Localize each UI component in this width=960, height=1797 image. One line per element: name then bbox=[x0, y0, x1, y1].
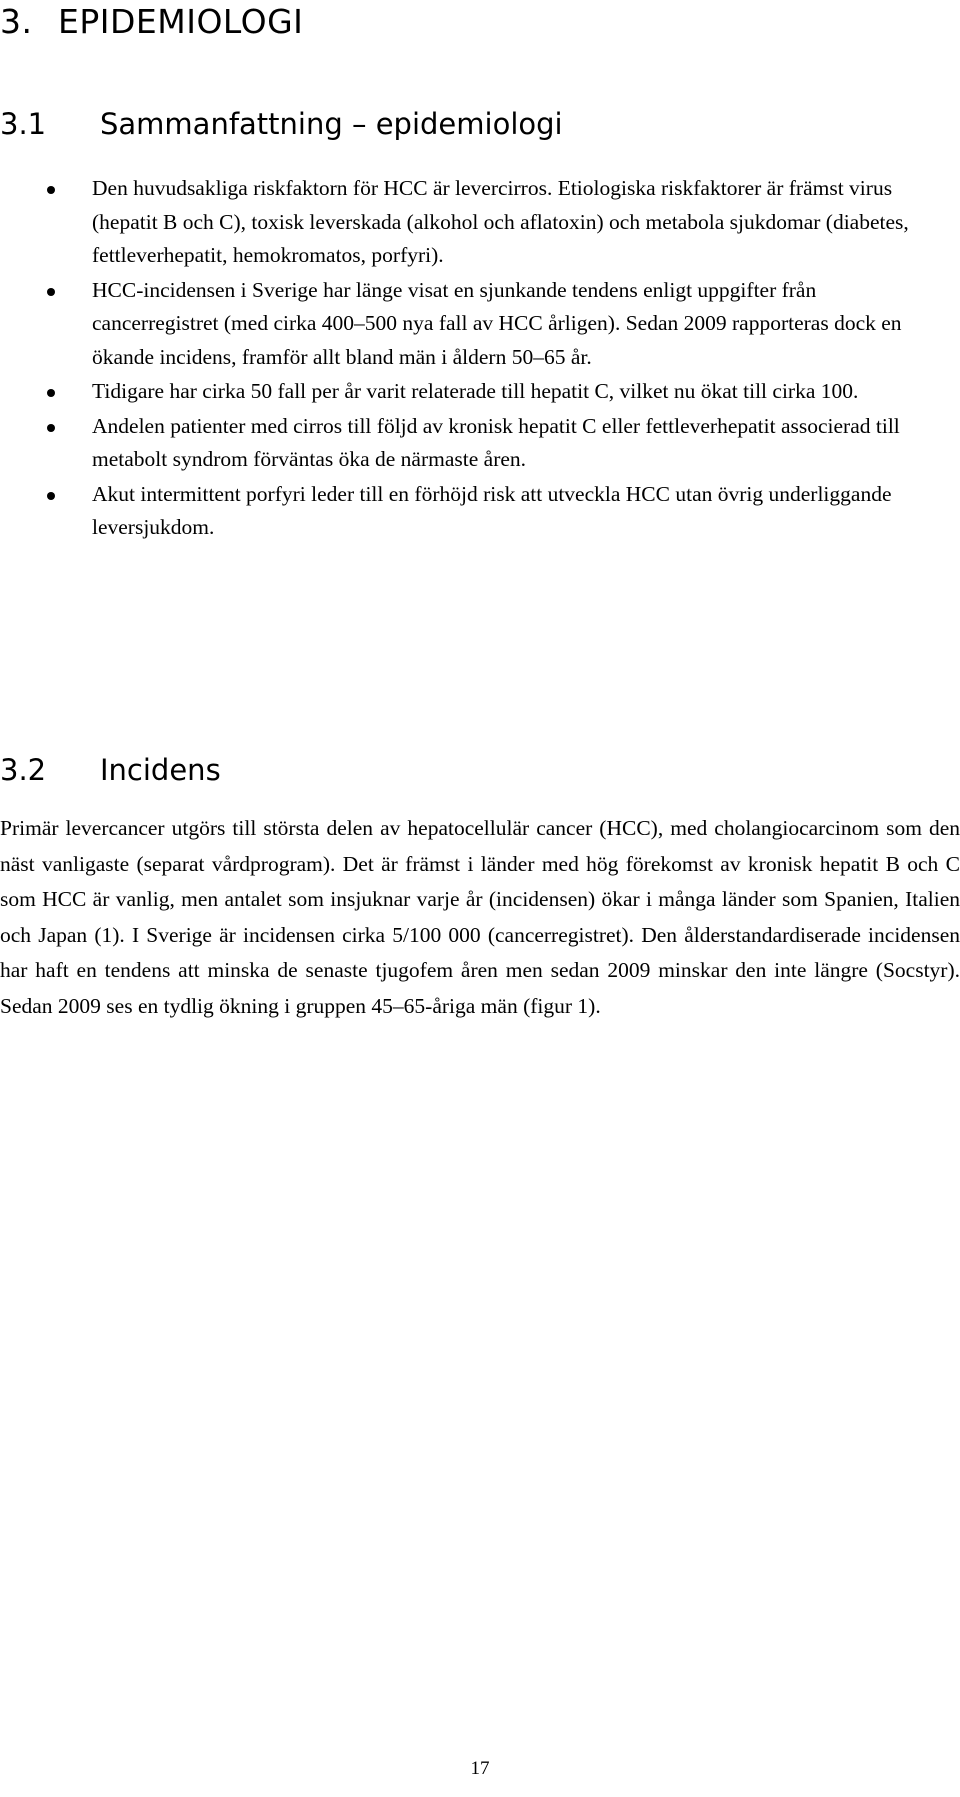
chapter-title: EPIDEMIOLOGI bbox=[58, 2, 304, 41]
section-title-summary: Sammanfattning – epidemiologi bbox=[100, 107, 563, 141]
summary-bullet-5 bbox=[0, 478, 942, 545]
chapter-heading bbox=[0, 2, 303, 42]
bullet-dot-icon bbox=[47, 288, 55, 296]
section-number-summary: 3.1 bbox=[0, 107, 47, 141]
summary-bullet-2 bbox=[0, 274, 942, 375]
bullet-dot-icon bbox=[47, 424, 55, 432]
section-number-incidence: 3.2 bbox=[0, 753, 47, 787]
chapter-number: 3. bbox=[0, 2, 33, 41]
summary-bullet-text: HCC-incidensen i Sverige har länge visat en sjunkande tendens enligt uppgifter från cancerregistret (med cirka 400–500 nya fall av HCC årligen). Sedan 2009 rapporteras dock en ökande incidens, framför allt bland män i åldern 50–65 år. bbox=[92, 277, 902, 369]
summary-bullet-4 bbox=[0, 410, 942, 477]
incidence-paragraph: Primär levercancer utgörs till största delen av hepatocellulär cancer (HCC), med cholangiocarcinom som den näst vanligaste (separat vårdprogram). Det är främst i länder med hög förekomst av kronisk hepatit B och C som HCC är vanlig, men antalet som insjuknar varje år (incidensen) ökar i många länder som Spanien, Italien och Japan (1). I Sverige är incidensen cirka 5/100 000 (cancerregistret). Den ålderstandardiserade incidensen har haft en tendens att minska de senaste tjugofem åren men sedan 2009 minskar den inte längre (Socstyr). Sedan 2009 ses en tydlig ökning i gruppen 45–65-åriga män (figur 1). bbox=[0, 816, 960, 1018]
summary-bullet-text: Akut intermittent porfyri leder till en förhöjd risk att utveckla HCC utan övrig underliggande leversjukdom. bbox=[92, 481, 892, 539]
section-heading-incidence bbox=[0, 752, 221, 788]
section-heading-summary bbox=[0, 106, 563, 142]
summary-bullet-text: Den huvudsakliga riskfaktorn för HCC är levercirros. Etiologiska riskfaktorer är främst virus (hepatit B och C), toxisk leverskada (alkohol och aflatoxin) och metabola sjukdomar (diabetes, fettleverhepatit, hemokromatos, porfyri). bbox=[92, 176, 909, 267]
summary-bullet-1 bbox=[0, 172, 942, 273]
section-title-incidence: Incidens bbox=[100, 753, 221, 787]
bullet-dot-icon bbox=[47, 492, 55, 500]
bullet-dot-icon bbox=[47, 186, 55, 194]
page-number: 17 bbox=[470, 1758, 490, 1779]
bullet-dot-icon bbox=[47, 389, 55, 397]
summary-bullet-list bbox=[0, 172, 960, 546]
summary-bullet-text: Andelen patienter med cirros till följd av kronisk hepatit C eller fettleverhepatit associerad till metabolt syndrom förväntas öka de närmaste åren. bbox=[92, 413, 900, 471]
summary-bullet-text: Tidigare har cirka 50 fall per år varit relaterade till hepatit C, vilket nu ökat till cirka 100. bbox=[92, 379, 859, 403]
summary-bullet-3 bbox=[0, 375, 942, 409]
